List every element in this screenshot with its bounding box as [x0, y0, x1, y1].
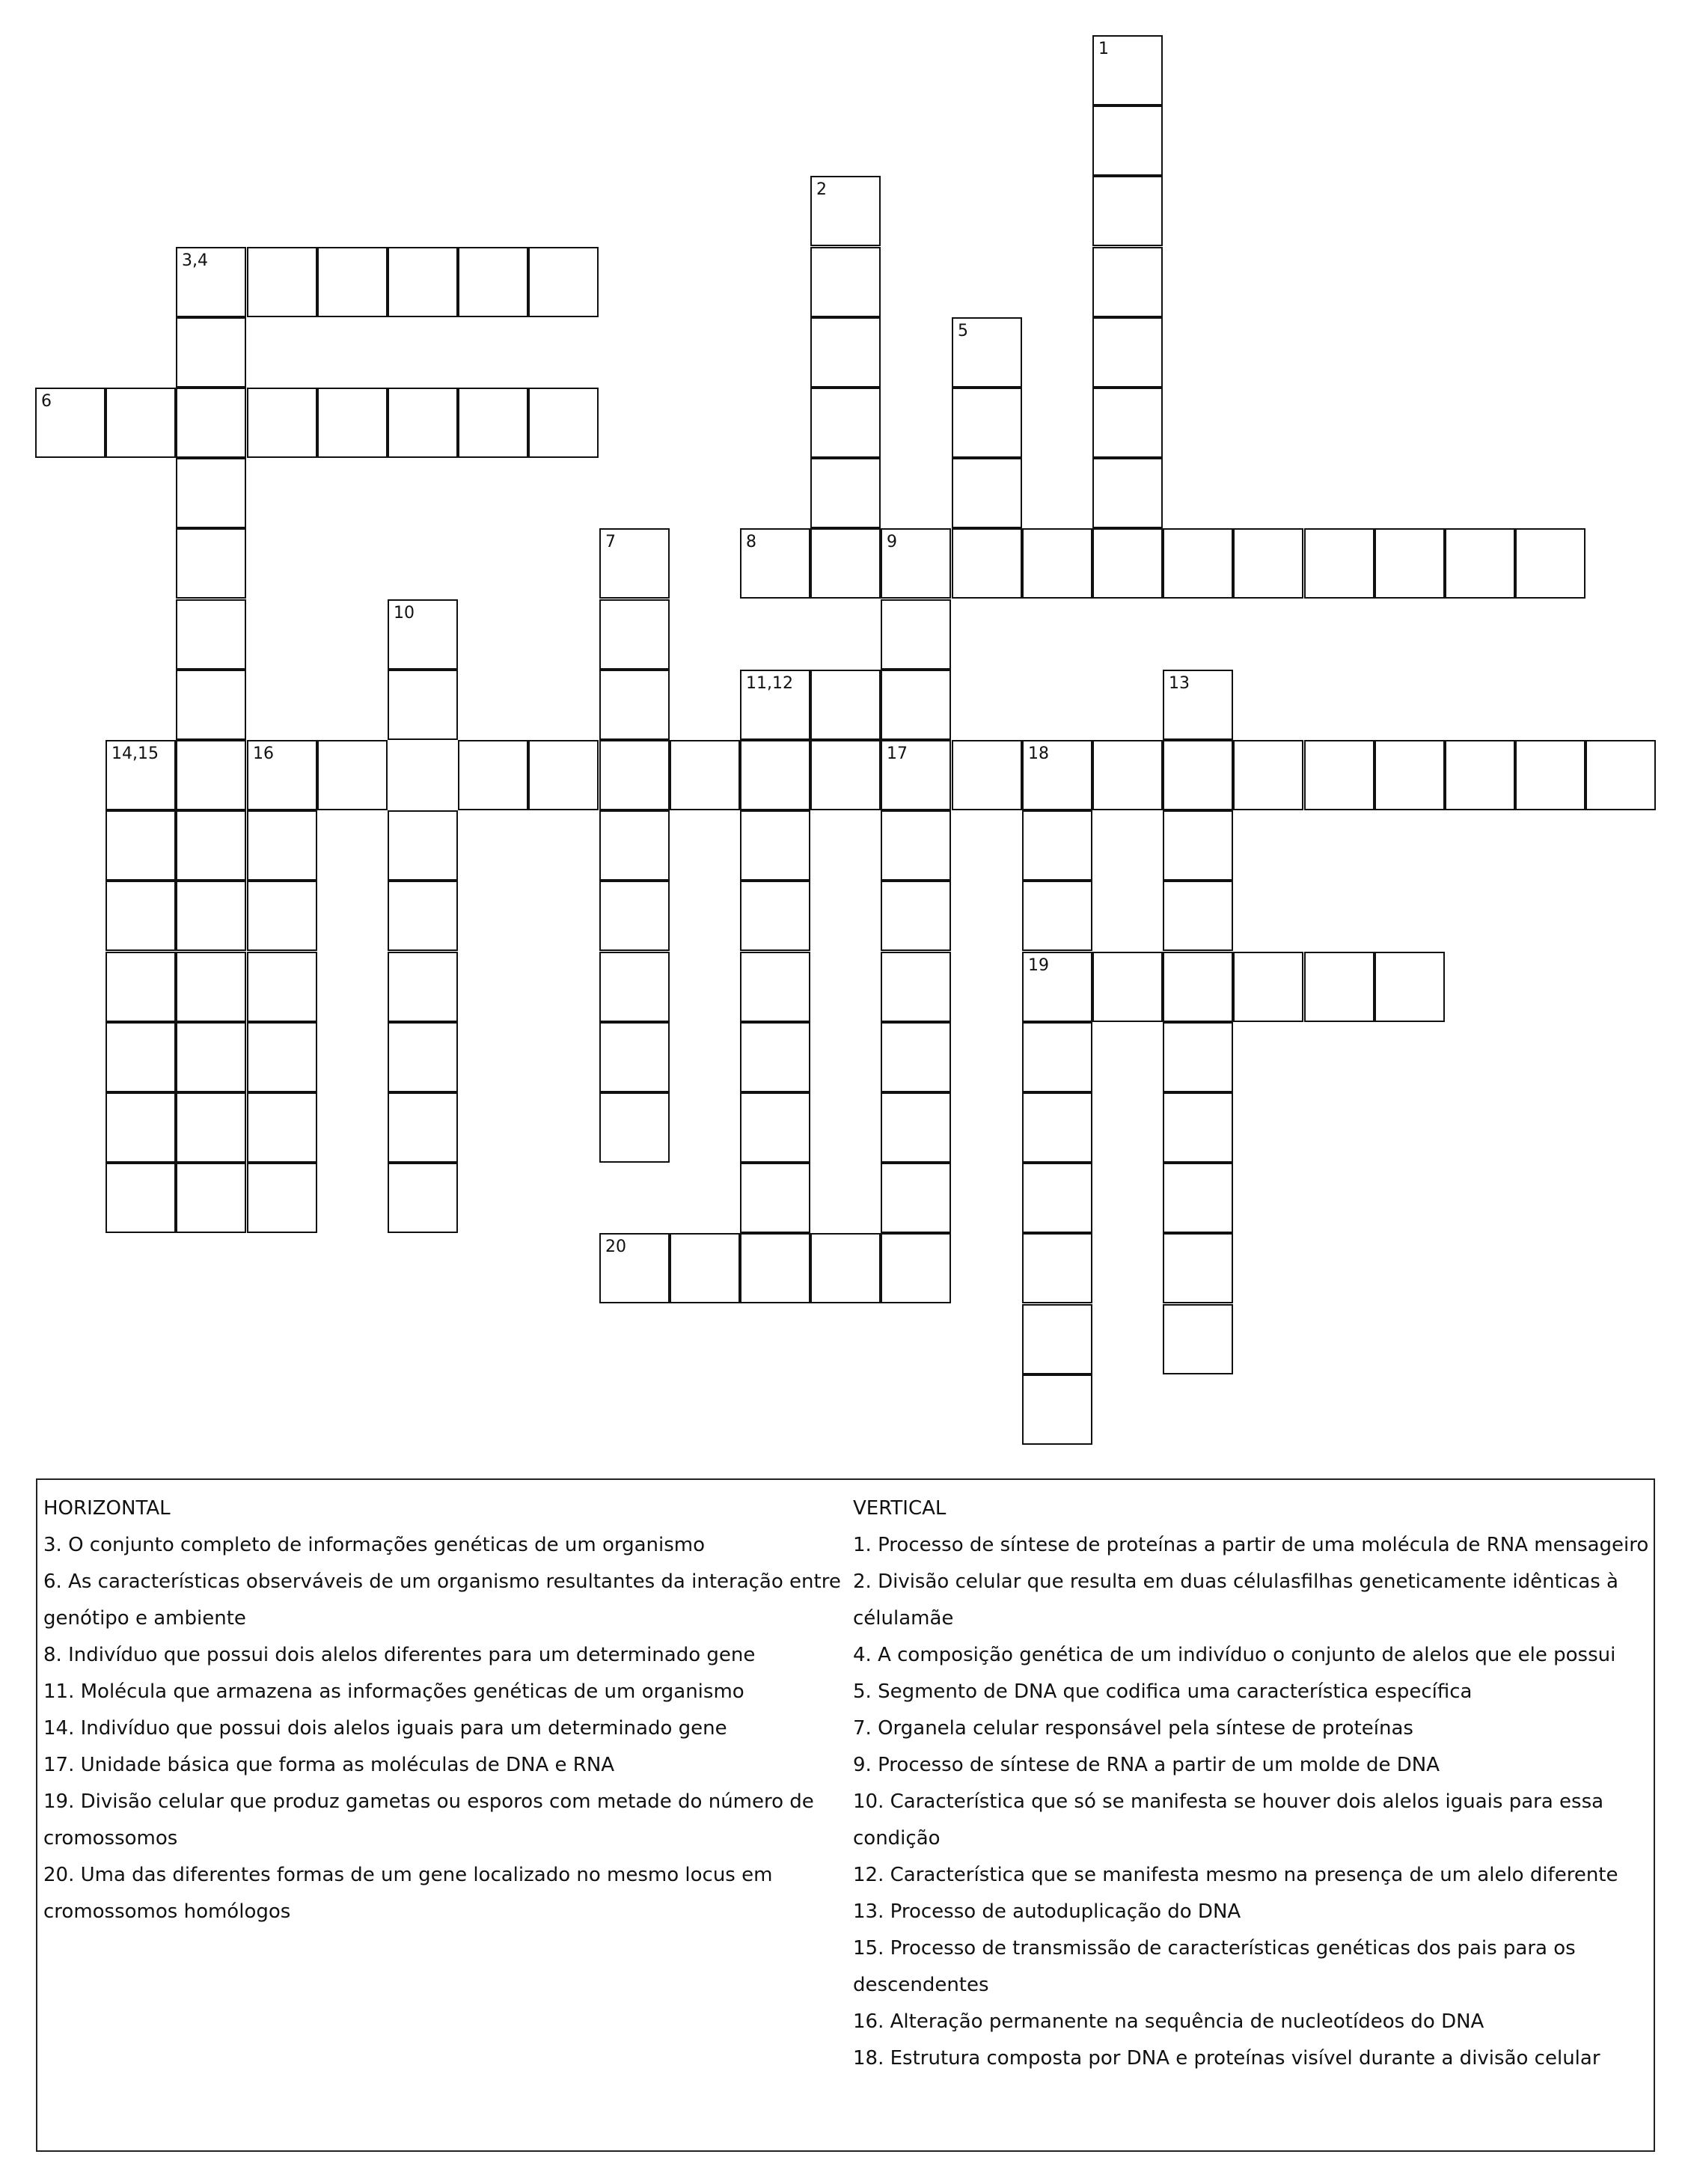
- clue-number: 11,12: [746, 674, 793, 693]
- grid-cell[interactable]: [35, 388, 106, 458]
- clue-number: 9: [887, 533, 897, 551]
- clue-number: 1: [1098, 40, 1109, 58]
- grid-cell[interactable]: [599, 881, 670, 951]
- grid-cell[interactable]: [247, 388, 317, 458]
- grid-cell[interactable]: [1163, 1092, 1233, 1163]
- grid-cell[interactable]: [176, 810, 246, 881]
- grid-cell[interactable]: [1022, 1092, 1092, 1163]
- grid-cell[interactable]: [388, 599, 458, 670]
- clue-number: 13: [1169, 674, 1190, 693]
- grid-cell[interactable]: [176, 599, 246, 670]
- grid-cell[interactable]: [740, 1163, 810, 1233]
- grid-cell[interactable]: [1092, 388, 1163, 458]
- grid-cell[interactable]: [247, 810, 317, 881]
- grid-cell[interactable]: [106, 388, 176, 458]
- grid-cell[interactable]: [317, 247, 388, 317]
- clue-v15: 15. Processo de transmissão de características genéticas dos pais para os descendentes: [853, 1937, 1576, 1996]
- clue-number: 14,15: [111, 744, 159, 763]
- grid-cell[interactable]: [810, 317, 881, 388]
- grid-cell[interactable]: [1022, 952, 1092, 1022]
- grid-cell[interactable]: [1374, 528, 1445, 599]
- grid-cell[interactable]: [388, 810, 458, 881]
- grid-cell[interactable]: [810, 740, 881, 810]
- grid-cell[interactable]: [176, 528, 246, 599]
- grid-cell[interactable]: [106, 1163, 176, 1233]
- grid-cell[interactable]: [388, 1092, 458, 1163]
- clue-h8: 8. Indivíduo que possui dois alelos diferentes para um determinado gene: [43, 1644, 756, 1666]
- clue-v5: 5. Segmento de DNA que codifica uma característica específica: [853, 1680, 1473, 1703]
- grid-cell[interactable]: [1092, 458, 1163, 528]
- grid-cell[interactable]: [740, 740, 810, 810]
- clue-v13: 13. Processo de autoduplicação do DNA: [853, 1900, 1241, 1923]
- grid-cell[interactable]: [1304, 740, 1374, 810]
- clue-v7: 7. Organela celular responsável pela síntese de proteínas: [853, 1717, 1413, 1740]
- grid-cell[interactable]: [106, 881, 176, 951]
- grid-cell[interactable]: [247, 247, 317, 317]
- grid-cell[interactable]: [247, 740, 317, 810]
- grid-cell[interactable]: [881, 1233, 951, 1303]
- grid-cell[interactable]: [1022, 1233, 1092, 1303]
- grid-cell[interactable]: [881, 740, 951, 810]
- grid-cell[interactable]: [670, 740, 740, 810]
- grid-cell[interactable]: [1092, 35, 1163, 105]
- clue-h17: 17. Unidade básica que forma as moléculas de DNA e RNA: [43, 1754, 615, 1776]
- grid-cell[interactable]: [388, 952, 458, 1022]
- grid-cell[interactable]: [1022, 528, 1092, 599]
- clue-v1: 1. Processo de síntese de proteínas a partir de uma molécula de RNA mensageiro: [853, 1534, 1649, 1556]
- grid-cell[interactable]: [1163, 670, 1233, 740]
- grid-cell[interactable]: [176, 388, 246, 458]
- grid-cell[interactable]: [599, 1092, 670, 1163]
- grid-cell[interactable]: [599, 810, 670, 881]
- grid-cell[interactable]: [740, 1022, 810, 1092]
- grid-cell[interactable]: [528, 740, 599, 810]
- grid-cell[interactable]: [1022, 1374, 1092, 1445]
- grid-cell[interactable]: [388, 388, 458, 458]
- clue-number: 6: [41, 392, 52, 411]
- grid-cell[interactable]: [1233, 952, 1303, 1022]
- grid-cell[interactable]: [952, 458, 1022, 528]
- grid-cell[interactable]: [1163, 1304, 1233, 1374]
- grid-cell[interactable]: [176, 740, 246, 810]
- grid-cell[interactable]: [458, 388, 528, 458]
- grid-cell[interactable]: [528, 388, 599, 458]
- grid-cell[interactable]: [740, 810, 810, 881]
- grid-cell[interactable]: [599, 599, 670, 670]
- grid-cell[interactable]: [247, 1163, 317, 1233]
- grid-cell[interactable]: [1374, 952, 1445, 1022]
- grid-cell[interactable]: [1092, 247, 1163, 317]
- grid-cell[interactable]: [1163, 528, 1233, 599]
- grid-cell[interactable]: [740, 881, 810, 951]
- grid-cell[interactable]: [176, 952, 246, 1022]
- grid-cell[interactable]: [176, 670, 246, 740]
- clue-h14: 14. Indivíduo que possui dois alelos iguais para um determinado gene: [43, 1717, 727, 1740]
- clue-h3: 3. O conjunto completo de informações genéticas de um organismo: [43, 1534, 705, 1556]
- grid-cell[interactable]: [1515, 528, 1585, 599]
- grid-cell[interactable]: [1092, 740, 1163, 810]
- grid-cell[interactable]: [388, 670, 458, 740]
- grid-cell[interactable]: [740, 670, 810, 740]
- grid-cell[interactable]: [881, 528, 951, 599]
- grid-cell[interactable]: [388, 247, 458, 317]
- grid-cell[interactable]: [740, 1092, 810, 1163]
- clue-v16: 16. Alteração permanente na sequência de nucleotídeos do DNA: [853, 2010, 1484, 2033]
- grid-cell[interactable]: [1163, 810, 1233, 881]
- grid-cell[interactable]: [317, 388, 388, 458]
- vertical-clues: [853, 1490, 1651, 2077]
- grid-cell[interactable]: [1304, 952, 1374, 1022]
- clue-v18: 18. Estrutura composta por DNA e proteínas visível durante a divisão celular: [853, 2047, 1600, 2070]
- grid-cell[interactable]: [670, 1233, 740, 1303]
- clue-v10: 10. Característica que só se manifesta se houver dois alelos iguais para essa condição: [853, 1790, 1604, 1850]
- grid-cell[interactable]: [1585, 740, 1656, 810]
- clue-number: 5: [958, 322, 968, 340]
- grid-cell[interactable]: [740, 1233, 810, 1303]
- grid-cell[interactable]: [599, 952, 670, 1022]
- grid-cell[interactable]: [106, 952, 176, 1022]
- grid-cell[interactable]: [1092, 105, 1163, 176]
- grid-cell[interactable]: [599, 1233, 670, 1303]
- clue-h6: 6. As características observáveis de um organismo resultantes da interação entre genótipo e ambiente: [43, 1570, 841, 1630]
- grid-cell[interactable]: [1163, 952, 1233, 1022]
- grid-cell[interactable]: [810, 670, 881, 740]
- grid-cell[interactable]: [176, 317, 246, 388]
- clue-number: 8: [746, 533, 756, 551]
- clue-v2: 2. Divisão celular que resulta em duas célulasfilhas geneticamente idênticas à célulamãe: [853, 1570, 1618, 1630]
- clue-v12: 12. Característica que se manifesta mesmo na presença de um alelo diferente: [853, 1864, 1618, 1886]
- grid-cell[interactable]: [1163, 1022, 1233, 1092]
- grid-cell[interactable]: [176, 1022, 246, 1092]
- grid-cell[interactable]: [106, 740, 176, 810]
- clue-number: 10: [394, 604, 415, 623]
- grid-cell[interactable]: [881, 1163, 951, 1233]
- grid-cell[interactable]: [247, 1092, 317, 1163]
- grid-cell[interactable]: [599, 670, 670, 740]
- grid-cell[interactable]: [881, 810, 951, 881]
- grid-cell[interactable]: [458, 740, 528, 810]
- grid-cell[interactable]: [599, 528, 670, 599]
- grid-cell[interactable]: [952, 388, 1022, 458]
- clue-number: 17: [887, 744, 908, 763]
- grid-cell[interactable]: [881, 952, 951, 1022]
- grid-cell[interactable]: [317, 740, 388, 810]
- grid-cell[interactable]: [528, 247, 599, 317]
- grid-cell[interactable]: [1233, 740, 1303, 810]
- grid-cell[interactable]: [247, 881, 317, 951]
- grid-cell[interactable]: [881, 1022, 951, 1092]
- grid-cell[interactable]: [740, 952, 810, 1022]
- clue-number: 2: [816, 180, 827, 199]
- grid-cell[interactable]: [388, 881, 458, 951]
- clues-box: [36, 1478, 1655, 2152]
- grid-cell[interactable]: [810, 528, 881, 599]
- grid-cell[interactable]: [106, 810, 176, 881]
- grid-cell[interactable]: [1092, 317, 1163, 388]
- grid-cell[interactable]: [1445, 528, 1515, 599]
- grid-cell[interactable]: [247, 1022, 317, 1092]
- grid-cell[interactable]: [1445, 740, 1515, 810]
- clue-v9: 9. Processo de síntese de RNA a partir de um molde de DNA: [853, 1754, 1440, 1776]
- grid-cell[interactable]: [599, 740, 670, 810]
- grid-cell[interactable]: [458, 247, 528, 317]
- grid-cell[interactable]: [176, 1163, 246, 1233]
- grid-cell[interactable]: [810, 458, 881, 528]
- grid-cell[interactable]: [1092, 952, 1163, 1022]
- grid-cell[interactable]: [1022, 740, 1092, 810]
- grid-cell[interactable]: [1163, 740, 1233, 810]
- grid-cell[interactable]: [881, 599, 951, 670]
- grid-cell[interactable]: [1092, 176, 1163, 246]
- grid-cell[interactable]: [810, 247, 881, 317]
- grid-cell[interactable]: [388, 1022, 458, 1092]
- grid-cell[interactable]: [1022, 1304, 1092, 1374]
- clue-number: 16: [253, 744, 274, 763]
- grid-cell[interactable]: [952, 528, 1022, 599]
- grid-cell[interactable]: [176, 458, 246, 528]
- clue-number: 3,4: [182, 251, 208, 270]
- grid-cell[interactable]: [810, 176, 881, 246]
- grid-cell[interactable]: [1304, 528, 1374, 599]
- grid-cell[interactable]: [881, 1092, 951, 1163]
- clue-number: 19: [1028, 956, 1049, 975]
- grid-cell[interactable]: [106, 1022, 176, 1092]
- clue-h11: 11. Molécula que armazena as informações genéticas de um organismo: [43, 1680, 744, 1703]
- grid-cell[interactable]: [599, 1022, 670, 1092]
- grid-cell[interactable]: [1374, 740, 1445, 810]
- grid-cell[interactable]: [881, 881, 951, 951]
- grid-cell[interactable]: [1163, 1233, 1233, 1303]
- grid-cell[interactable]: [1022, 810, 1092, 881]
- clue-v4: 4. A composição genética de um indivíduo o conjunto de alelos que ele possui: [853, 1644, 1616, 1666]
- grid-cell[interactable]: [1092, 528, 1163, 599]
- grid-cell[interactable]: [952, 317, 1022, 388]
- grid-cell[interactable]: [1022, 1022, 1092, 1092]
- grid-cell[interactable]: [176, 1092, 246, 1163]
- grid-cell[interactable]: [881, 670, 951, 740]
- grid-cell[interactable]: [810, 1233, 881, 1303]
- grid-cell[interactable]: [810, 388, 881, 458]
- grid-cell[interactable]: [106, 1092, 176, 1163]
- clue-number: 7: [605, 533, 616, 551]
- grid-cell[interactable]: [1022, 1163, 1092, 1233]
- grid-cell[interactable]: [1022, 881, 1092, 951]
- grid-cell[interactable]: [247, 952, 317, 1022]
- grid-cell[interactable]: [176, 881, 246, 951]
- grid-cell[interactable]: [388, 1163, 458, 1233]
- horizontal-heading: HORIZONTAL: [43, 1497, 171, 1520]
- clue-number: 20: [605, 1238, 626, 1256]
- grid-cell[interactable]: [952, 740, 1022, 810]
- clue-h19: 19. Divisão celular que produz gametas ou esporos com metade do número de cromossomos: [43, 1790, 814, 1850]
- grid-cell[interactable]: [740, 528, 810, 599]
- clue-number: 18: [1028, 744, 1049, 763]
- grid-cell[interactable]: [1515, 740, 1585, 810]
- horizontal-clues: [43, 1490, 851, 1930]
- clue-h20: 20. Uma das diferentes formas de um gene localizado no mesmo locus em cromossomos homólogos: [43, 1864, 773, 1923]
- grid-cell[interactable]: [1163, 881, 1233, 951]
- grid-cell[interactable]: [1163, 1163, 1233, 1233]
- grid-cell[interactable]: [1233, 528, 1303, 599]
- vertical-heading: VERTICAL: [853, 1497, 947, 1520]
- grid-cell[interactable]: [176, 247, 246, 317]
